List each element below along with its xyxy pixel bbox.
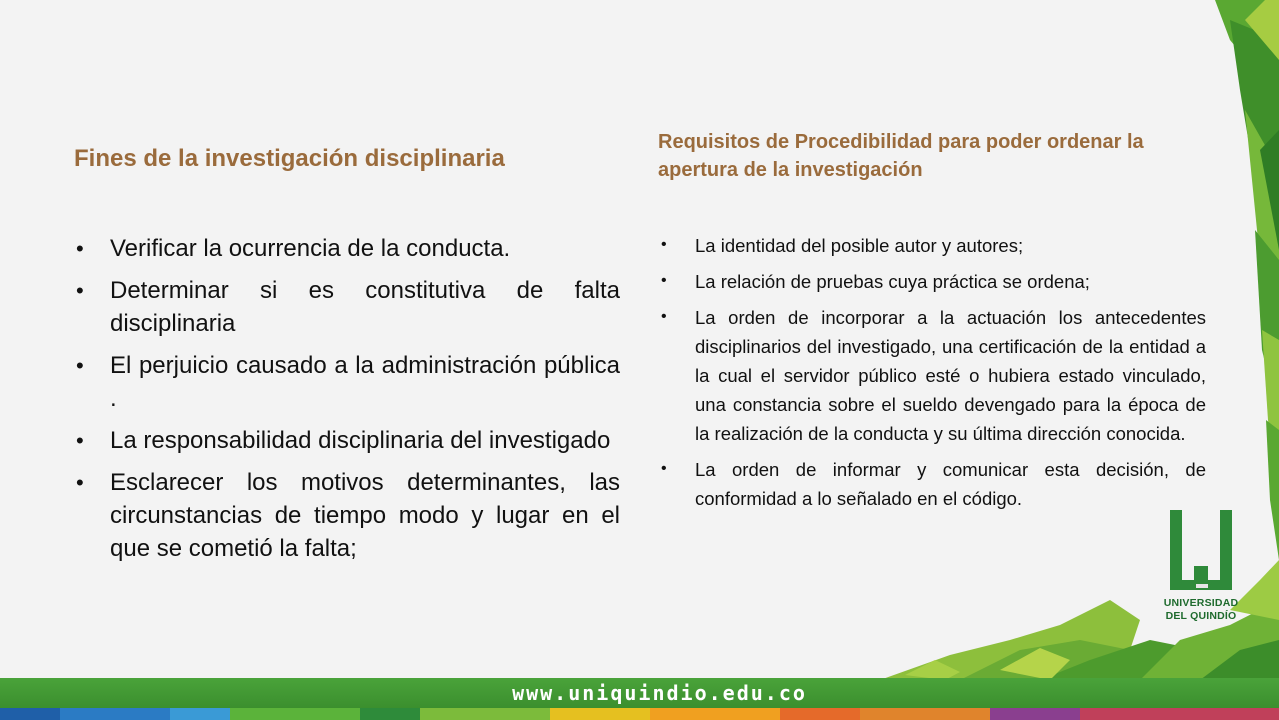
left-bullet-list bbox=[74, 232, 620, 574]
right-bullet-list bbox=[658, 231, 1206, 520]
footer-url-link[interactable]: www.uniquindio.edu.co bbox=[512, 681, 807, 705]
logo-line-2: DEL QUINDÍO bbox=[1165, 610, 1237, 622]
right-heading: Requisitos de Procedibilidad para poder ordenar la apertura de la investigación bbox=[658, 131, 1144, 181]
list-item: • Determinar si es constitutiva de falta disciplinaria bbox=[74, 274, 620, 340]
right-column bbox=[658, 128, 1206, 509]
list-item: • La responsabilidad disciplinaria del investigado bbox=[74, 424, 620, 457]
list-item: • La orden de informar y comunicar esta decisión, de conformidad a lo señalado en el código. bbox=[658, 455, 1206, 513]
list-item: • La orden de incorporar a la actuación los antecedentes disciplinarios del investigado, una certificación de la entidad a la cual el servidor público esté o hubiera estado vinculado, una constancia sobre el sueldo devengado para la época de la realización de la conducta y su última dirección conocida. bbox=[658, 303, 1206, 448]
university-logo-text bbox=[1152, 597, 1250, 623]
list-item: • Esclarecer los motivos determinantes, las circunstancias de tiempo modo y lugar en el que se cometió la falta; bbox=[74, 466, 620, 565]
logo-line-1: UNIVERSIDAD bbox=[1163, 597, 1239, 609]
footer-color-stripe bbox=[0, 708, 1279, 720]
list-item: • La identidad del posible autor y autores; bbox=[658, 231, 1206, 260]
list-item: • El perjuicio causado a la administración pública . bbox=[74, 349, 620, 415]
list-item: • Verificar la ocurrencia de la conducta. bbox=[74, 232, 620, 265]
list-item: • La relación de pruebas cuya práctica se ordena; bbox=[658, 267, 1206, 296]
left-heading: Fines de la investigación disciplinaria bbox=[74, 145, 505, 172]
